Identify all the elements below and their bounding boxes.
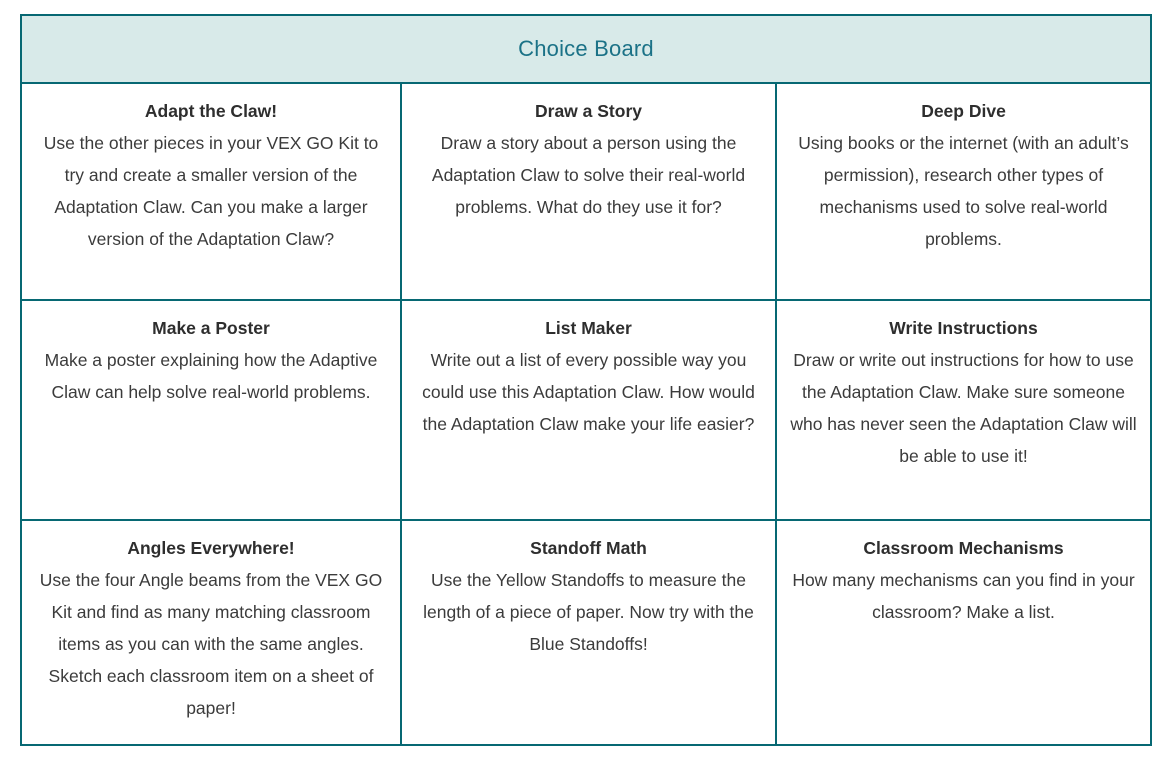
choice-cell-body: Draw a story about a person using the Adaptation Claw to solve their real-world problems. What do they use it for? xyxy=(431,133,746,217)
page-title: Choice Board xyxy=(518,36,654,61)
choice-cell-body: Use the other pieces in your VEX GO Kit to try and create a smaller version of the Adaptation Claw. Can you make a larger version of the Adaptation Claw? xyxy=(43,133,379,249)
choice-cell-deep-dive xyxy=(777,84,1150,301)
choice-cell-body: Use the Yellow Standoffs to measure the length of a piece of paper. Now try with the Blue Standoffs! xyxy=(423,570,754,654)
choice-cell-title: Standoff Math xyxy=(530,538,647,558)
choice-cell-standoff-math xyxy=(402,521,777,744)
choice-cell-list-maker xyxy=(402,301,777,521)
choice-cell-body: Use the four Angle beams from the VEX GO Kit and find as many matching classroom items as you can with the same angles. Sketch each classroom item on a sheet of paper! xyxy=(39,570,383,718)
choice-board-table xyxy=(20,14,1152,746)
choice-cell-title: Write Instructions xyxy=(889,318,1038,338)
choice-cell-title: Classroom Mechanisms xyxy=(863,538,1064,558)
choice-cell-body: Using books or the internet (with an adult’s permission), research other types of mechanisms used to solve real-world problems. xyxy=(798,133,1129,249)
choice-cell-body: Write out a list of every possible way you could use this Adaptation Claw. How would the Adaptation Claw make your life easier? xyxy=(422,350,755,434)
choice-cell-title: Draw a Story xyxy=(535,101,642,121)
choice-cell-adapt-the-claw xyxy=(22,84,402,301)
choice-cell-angles-everywhere xyxy=(22,521,402,744)
choice-cell-body: How many mechanisms can you find in your classroom? Make a list. xyxy=(792,570,1135,622)
choice-cell-title: Angles Everywhere! xyxy=(127,538,295,558)
choice-cell-title: Deep Dive xyxy=(921,101,1006,121)
choice-cell-title: Adapt the Claw! xyxy=(144,101,278,121)
choice-cell-classroom-mechanisms xyxy=(777,521,1150,744)
choice-cell-make-a-poster xyxy=(22,301,402,521)
choice-cell-body: Draw or write out instructions for how to use the Adaptation Claw. Make sure someone who has never seen the Adaptation Claw will be able to use it! xyxy=(790,350,1137,466)
choice-cell-draw-a-story xyxy=(402,84,777,301)
choice-cell-body: Make a poster explaining how the Adaptive Claw can help solve real-world problems. xyxy=(44,350,378,402)
choice-cell-title: List Maker xyxy=(545,318,632,338)
choice-board-header xyxy=(22,16,1150,84)
choice-cell-title: Make a Poster xyxy=(152,318,270,338)
choice-board-grid xyxy=(22,84,1150,744)
choice-cell-write-instructions xyxy=(777,301,1150,521)
